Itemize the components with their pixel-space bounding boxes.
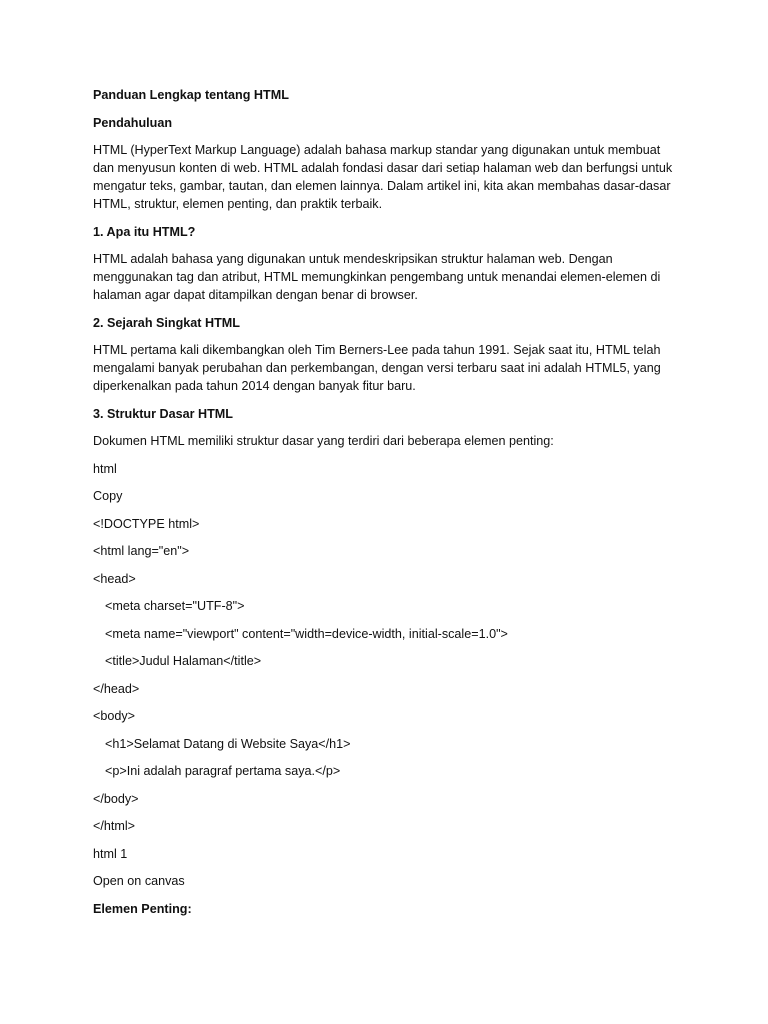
code-footer-label: html 1 xyxy=(93,846,128,861)
code-line: <meta charset="UTF-8"> xyxy=(105,599,245,613)
code-line: <html lang="en"> xyxy=(93,544,190,558)
code-line: <head> xyxy=(93,571,136,586)
code-line: <body> xyxy=(93,709,136,723)
document-page xyxy=(93,86,683,927)
code-block xyxy=(93,460,683,891)
copy-button[interactable]: Copy xyxy=(93,489,123,503)
section-heading-what-is-html: 1. Apa itu HTML? xyxy=(93,224,196,239)
open-on-canvas-link[interactable]: Open on canvas xyxy=(93,874,185,888)
code-line: <meta name="viewport" content="width=device-width, initial-scale=1.0"> xyxy=(105,626,508,641)
code-line: <title>Judul Halaman</title> xyxy=(105,654,262,668)
intro-heading: Pendahuluan xyxy=(93,115,173,130)
code-line: </body> xyxy=(93,791,139,806)
section-heading-history: 2. Sejarah Singkat HTML xyxy=(93,315,240,330)
document-title: Panduan Lengkap tentang HTML xyxy=(93,88,289,102)
important-elements-heading: Elemen Penting: xyxy=(93,901,192,916)
intro-paragraph: HTML (HyperText Markup Language) adalah bahasa markup standar yang digunakan untuk membuat dan menyusun konten di web. HTML adalah fondasi dasar dari setiap halaman web dan berfungsi untuk mengatur teks, gambar, tautan, dan elemen lainnya. Dalam artikel ini, kita akan membahas dasar-dasar HTML, struktur, elemen penting, dan praktik terbaik. xyxy=(93,143,673,211)
code-line: </html> xyxy=(93,819,135,833)
code-line: </head> xyxy=(93,681,140,696)
section-text-history: HTML pertama kali dikembangkan oleh Tim Berners-Lee pada tahun 1991. Sejak saat itu, HTML telah mengalami banyak perubahan dan perkembangan, dengan versi terbaru saat ini adalah HTML5, yang diperkenalkan pada tahun 2014 dengan banyak fitur baru. xyxy=(93,343,661,393)
section-heading-structure: 3. Struktur Dasar HTML xyxy=(93,406,233,421)
code-language-label: html xyxy=(93,461,117,476)
code-line: <h1>Selamat Datang di Website Saya</h1> xyxy=(105,736,351,751)
section-text-structure: Dokumen HTML memiliki struktur dasar yang terdiri dari beberapa elemen penting: xyxy=(93,434,554,448)
code-line: <!DOCTYPE html> xyxy=(93,516,200,531)
code-line: <p>Ini adalah paragraf pertama saya.</p> xyxy=(105,764,341,778)
section-text-what-is-html: HTML adalah bahasa yang digunakan untuk mendeskripsikan struktur halaman web. Dengan menggunakan tag dan atribut, HTML memungkinkan pengembang untuk menandai elemen-elemen di halaman agar dapat ditampilkan dengan benar di browser. xyxy=(93,252,661,302)
